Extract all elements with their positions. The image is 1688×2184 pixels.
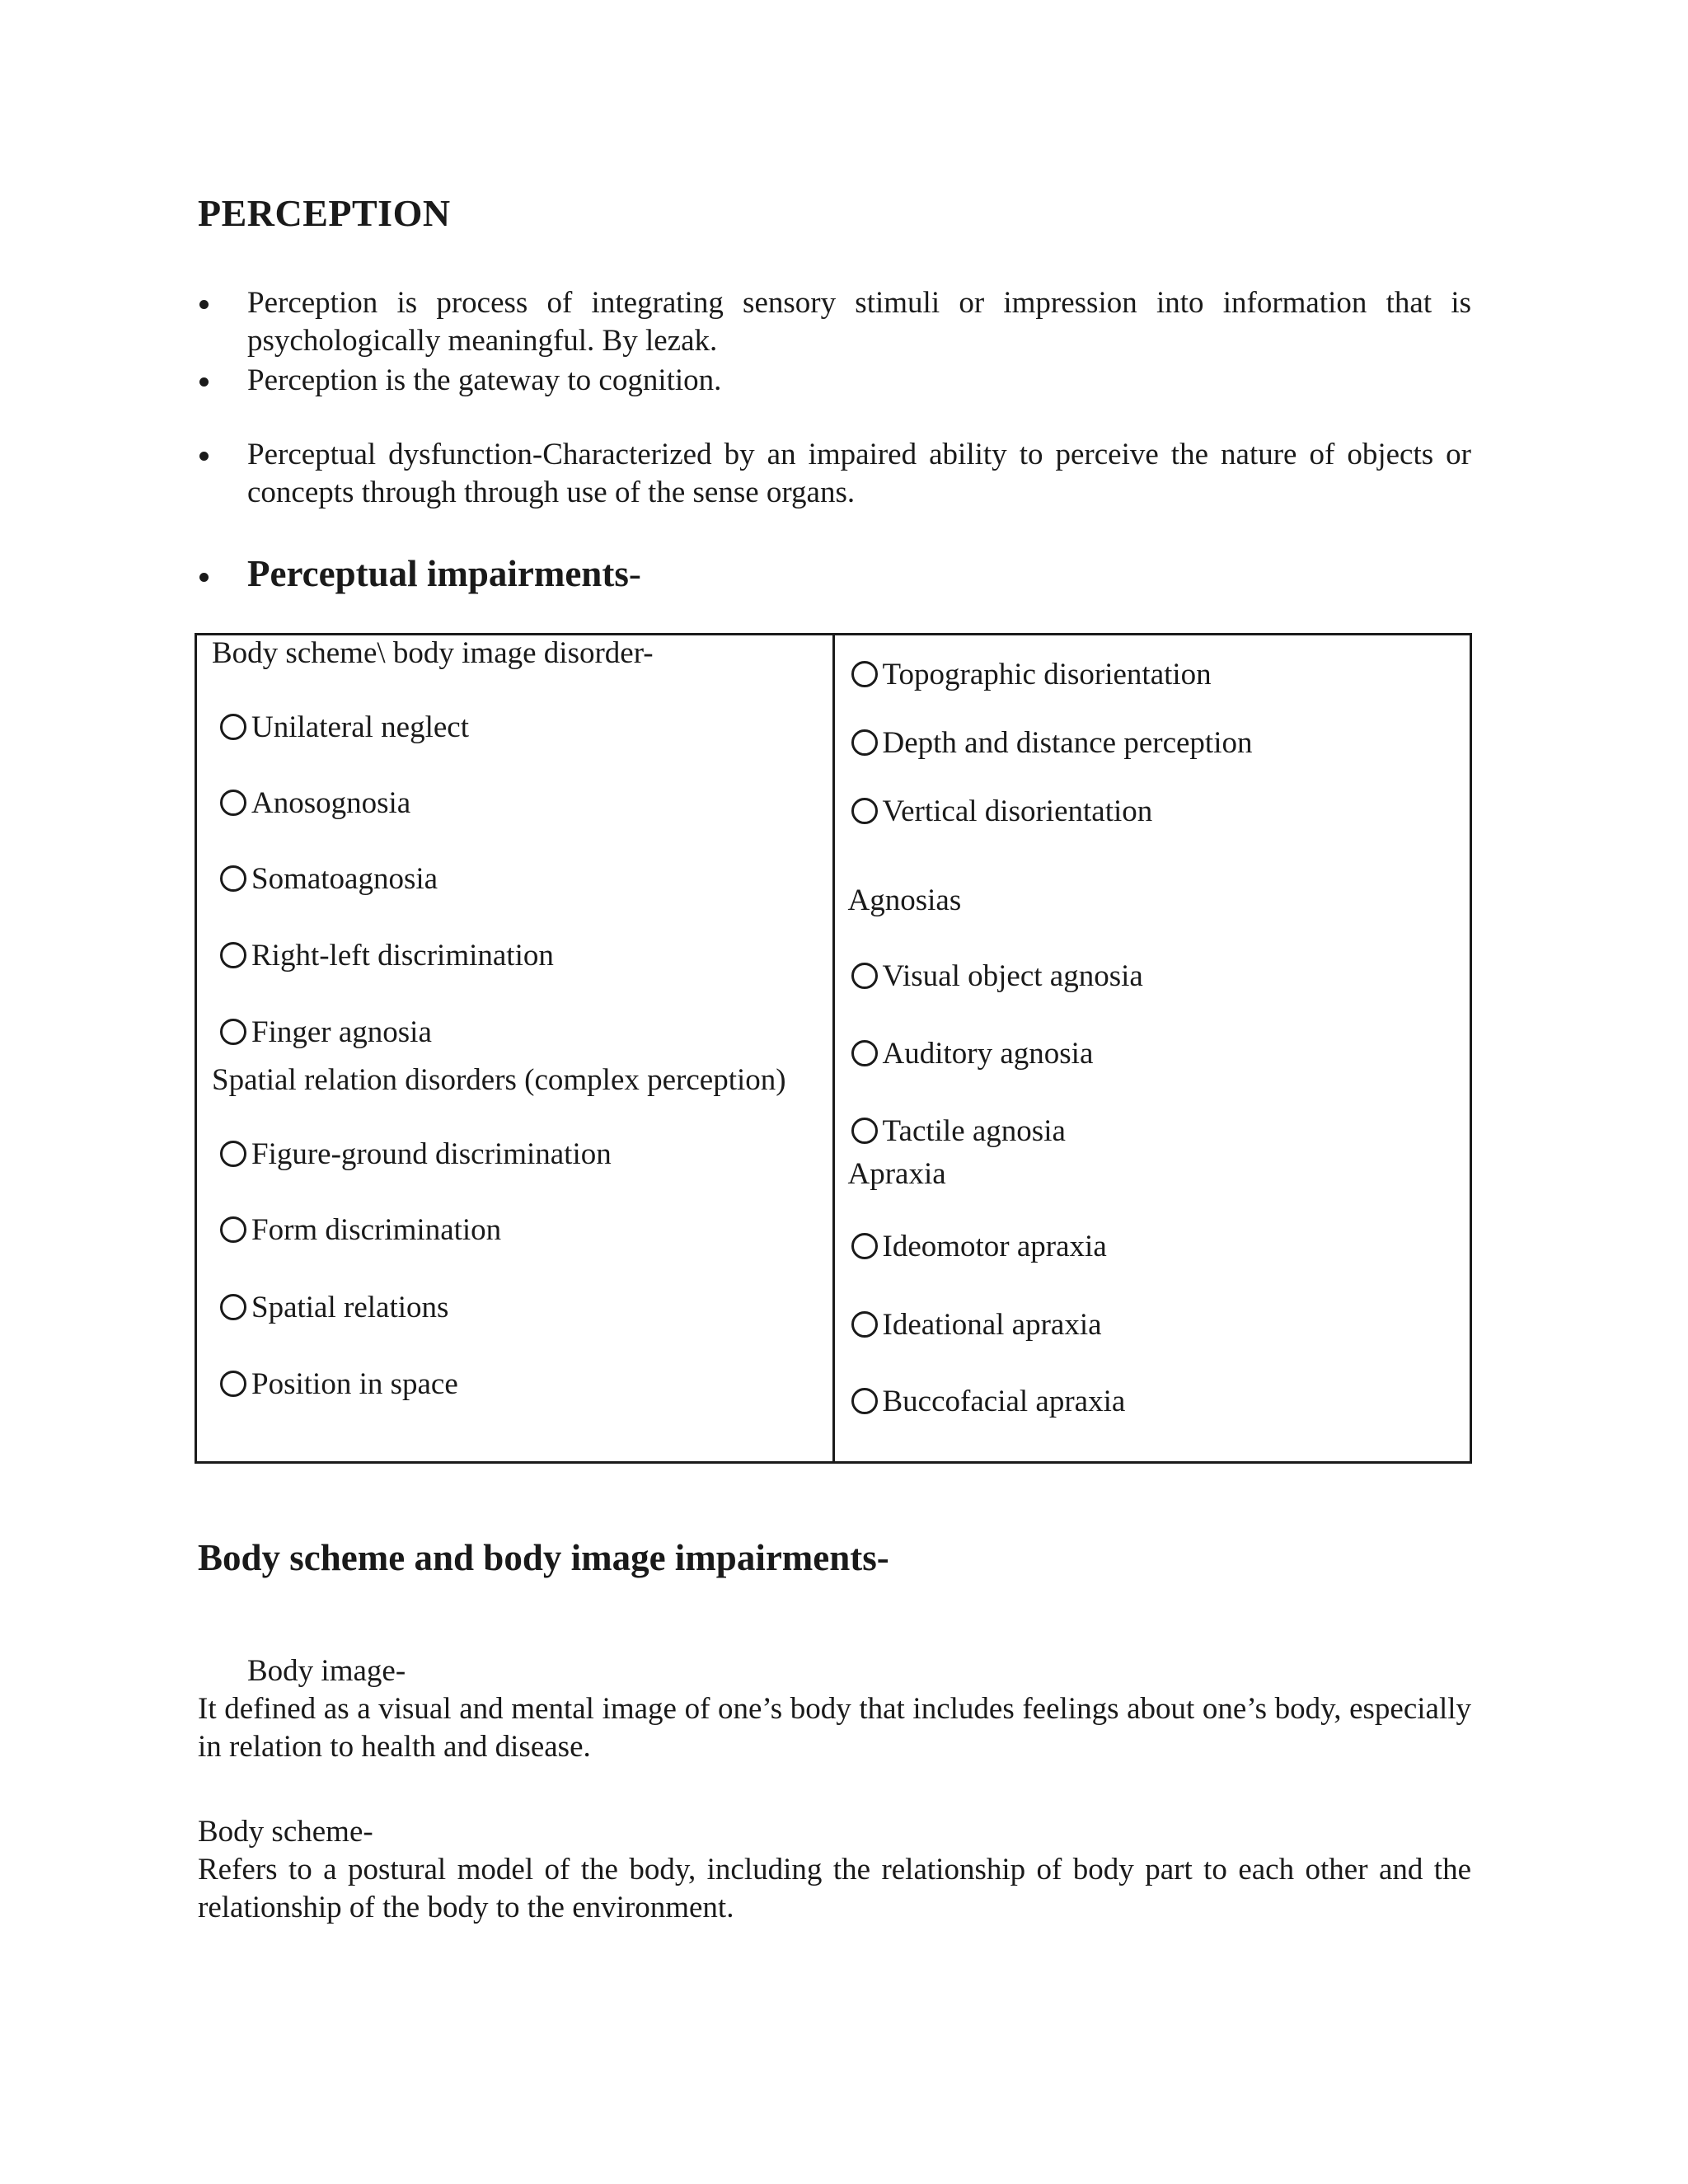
body-image-definition: It defined as a visual and mental image of one’s body that includes feelings about one’s body, especially in relation to health and disease.: [198, 1692, 1471, 1764]
list-item: Depth and distance perception: [851, 725, 1253, 762]
list-item: Somatoagnosia: [220, 861, 438, 898]
list-item: Spatial relations: [220, 1290, 448, 1326]
list-item: Ideomotor apraxia: [851, 1229, 1107, 1265]
circle-icon: [220, 942, 246, 968]
bullet-item: [198, 436, 1471, 512]
list-item: Unilateral neglect: [220, 710, 469, 746]
bullet-icon: [199, 300, 209, 309]
bullet-item: [198, 284, 1471, 360]
group-label-spatial-relation: Spatial relation disorders (complex perception): [212, 1063, 786, 1097]
circle-icon: [851, 1233, 878, 1259]
list-item: Tactile agnosia: [851, 1113, 1066, 1150]
left-column-cell: [196, 635, 834, 1463]
circle-icon: [220, 714, 246, 740]
bullet-icon: [199, 452, 209, 461]
group-label-apraxia: Apraxia: [847, 1157, 946, 1191]
list-item: Finger agnosia: [220, 1015, 432, 1051]
circle-icon: [220, 790, 246, 816]
bullet-text: Perception is the gateway to cognition.: [247, 363, 722, 397]
circle-icon: [851, 963, 878, 989]
list-item: Vertical disorientation: [851, 794, 1153, 830]
circle-icon: [220, 865, 246, 892]
group-label-agnosias: Agnosias: [847, 883, 962, 917]
bullet-icon: [199, 377, 209, 387]
list-item: Position in space: [220, 1366, 458, 1403]
page-title: PERCEPTION: [198, 192, 451, 234]
bullet-item: [198, 362, 1471, 400]
list-item: Auditory agnosia: [851, 1036, 1094, 1072]
circle-icon: [851, 661, 878, 687]
list-item: Visual object agnosia: [851, 958, 1143, 995]
right-column-cell: [833, 635, 1471, 1463]
circle-icon: [851, 1388, 878, 1414]
circle-icon: [851, 729, 878, 756]
bullet-text: Perception is process of integrating sensory stimuli or impression into information that is psychologically meaningful. By lezak.: [247, 286, 1471, 358]
circle-icon: [851, 798, 878, 824]
body-scheme-label: Body scheme-: [198, 1815, 373, 1849]
circle-icon: [220, 1371, 246, 1397]
list-item: Figure-ground discrimination: [220, 1137, 612, 1173]
list-item: Form discrimination: [220, 1212, 501, 1249]
section-heading: Body scheme and body image impairments-: [198, 1537, 889, 1578]
list-item: Right-left discrimination: [220, 938, 554, 974]
circle-icon: [220, 1216, 246, 1243]
circle-icon: [220, 1019, 246, 1045]
body-scheme-definition: Refers to a postural model of the body, including the relationship of body part to each other and the relationship of the body to the environment.: [198, 1853, 1471, 1924]
impairments-heading-suffix: -: [628, 553, 641, 594]
bullet-text: Perceptual dysfunction-Characterized by an impaired ability to perceive the nature of objects or concepts through through use of the sense organs.: [247, 438, 1471, 509]
group-label-body-scheme: Body scheme\ body image disorder-: [212, 636, 654, 670]
circle-icon: [851, 1118, 878, 1144]
body-image-label: Body image-: [247, 1654, 406, 1688]
impairments-table: [195, 633, 1472, 1464]
list-item: Buccofacial apraxia: [851, 1384, 1126, 1420]
list-item: Anosognosia: [220, 785, 410, 822]
list-item: Topographic disorientation: [851, 657, 1212, 693]
circle-icon: [851, 1040, 878, 1066]
bullet-icon: [199, 573, 209, 582]
list-item: Ideational apraxia: [851, 1307, 1102, 1343]
circle-icon: [220, 1294, 246, 1320]
impairments-heading-text: Perceptual impairments: [247, 553, 629, 594]
circle-icon: [851, 1311, 878, 1338]
circle-icon: [220, 1141, 246, 1167]
impairments-heading: [198, 551, 641, 597]
intro-bullet-list: [198, 284, 1471, 512]
